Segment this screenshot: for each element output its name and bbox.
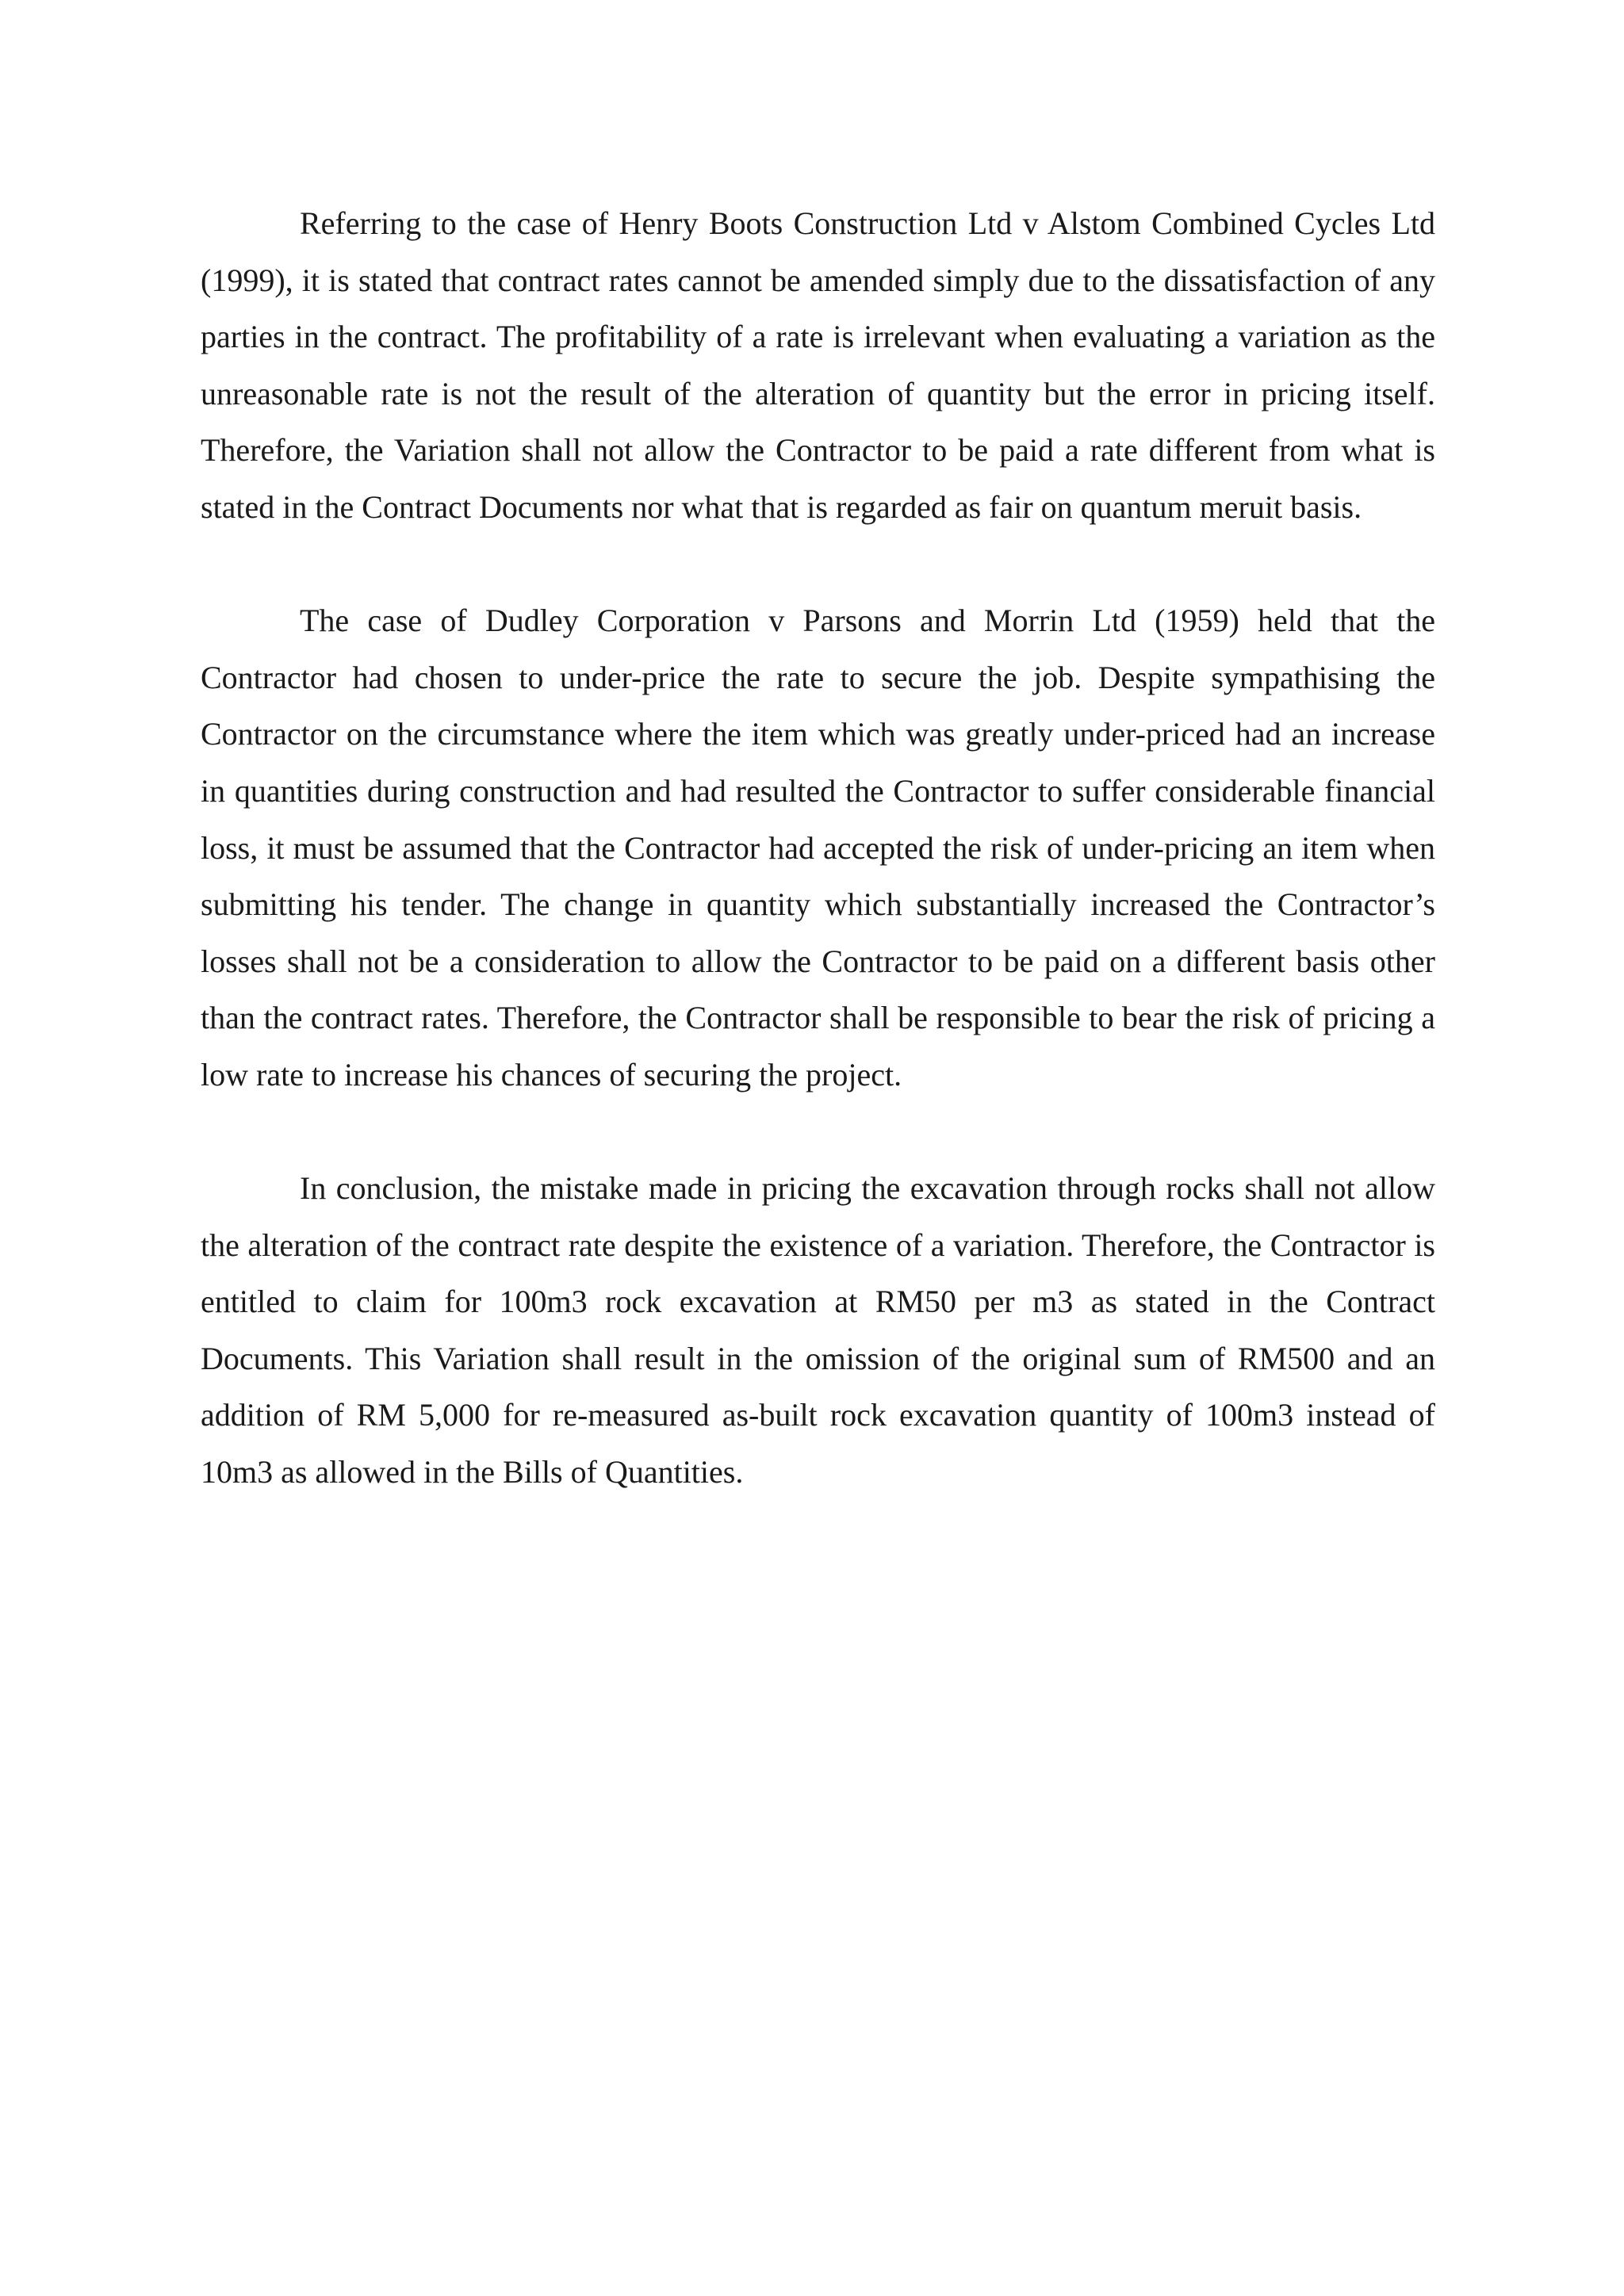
paragraph-henry-boots-case: Referring to the case of Henry Boots Construction Ltd v Alstom Combined Cycles Ltd (1999), it is stated that contract rates cannot be amended simply due to the dissatisfaction of any parties in the contract. The profitability of a rate is irrelevant when evaluating a variation as the unreasonable rate is not the result of the alteration of quantity but the error in pricing itself. Therefore, the Variation shall not allow the Contractor to be paid a rate different from what is stated in the Contract Documents nor what that is regarded as fair on quantum meruit basis.	[201, 205, 1435, 525]
paragraph-dudley-corporation-case: The case of Dudley Corporation v Parsons and Morrin Ltd (1959) held that the Contractor had chosen to under-price the rate to secure the job. Despite sympathising the Contractor on the circumstance where the item which was greatly under-priced had an increase in quantities during construction and had resulted the Contractor to suffer considerable financial loss, it must be assumed that the Contractor had accepted the risk of under-pricing an item when submitting his tender. The change in quantity which substantially increased the Contractor’s losses shall not be a consideration to allow the Contractor to be paid on a different basis other than the contract rates. Therefore, the Contractor shall be responsible to bear the risk of pricing a low rate to increase his chances of securing the project.	[201, 603, 1435, 1093]
paragraph-conclusion: In conclusion, the mistake made in pricing the excavation through rocks shall not allow the alteration of the contract rate despite the existence of a variation. Therefore, the Contractor is entitled to claim for 100m3 rock excavation at RM50 per m3 as stated in the Contract Documents. This Variation shall result in the omission of the original sum of RM500 and an addition of RM 5,000 for re-measured as-built rock excavation quantity of 100m3 instead of 10m3 as allowed in the Bills of Quantities.	[201, 1170, 1435, 1490]
